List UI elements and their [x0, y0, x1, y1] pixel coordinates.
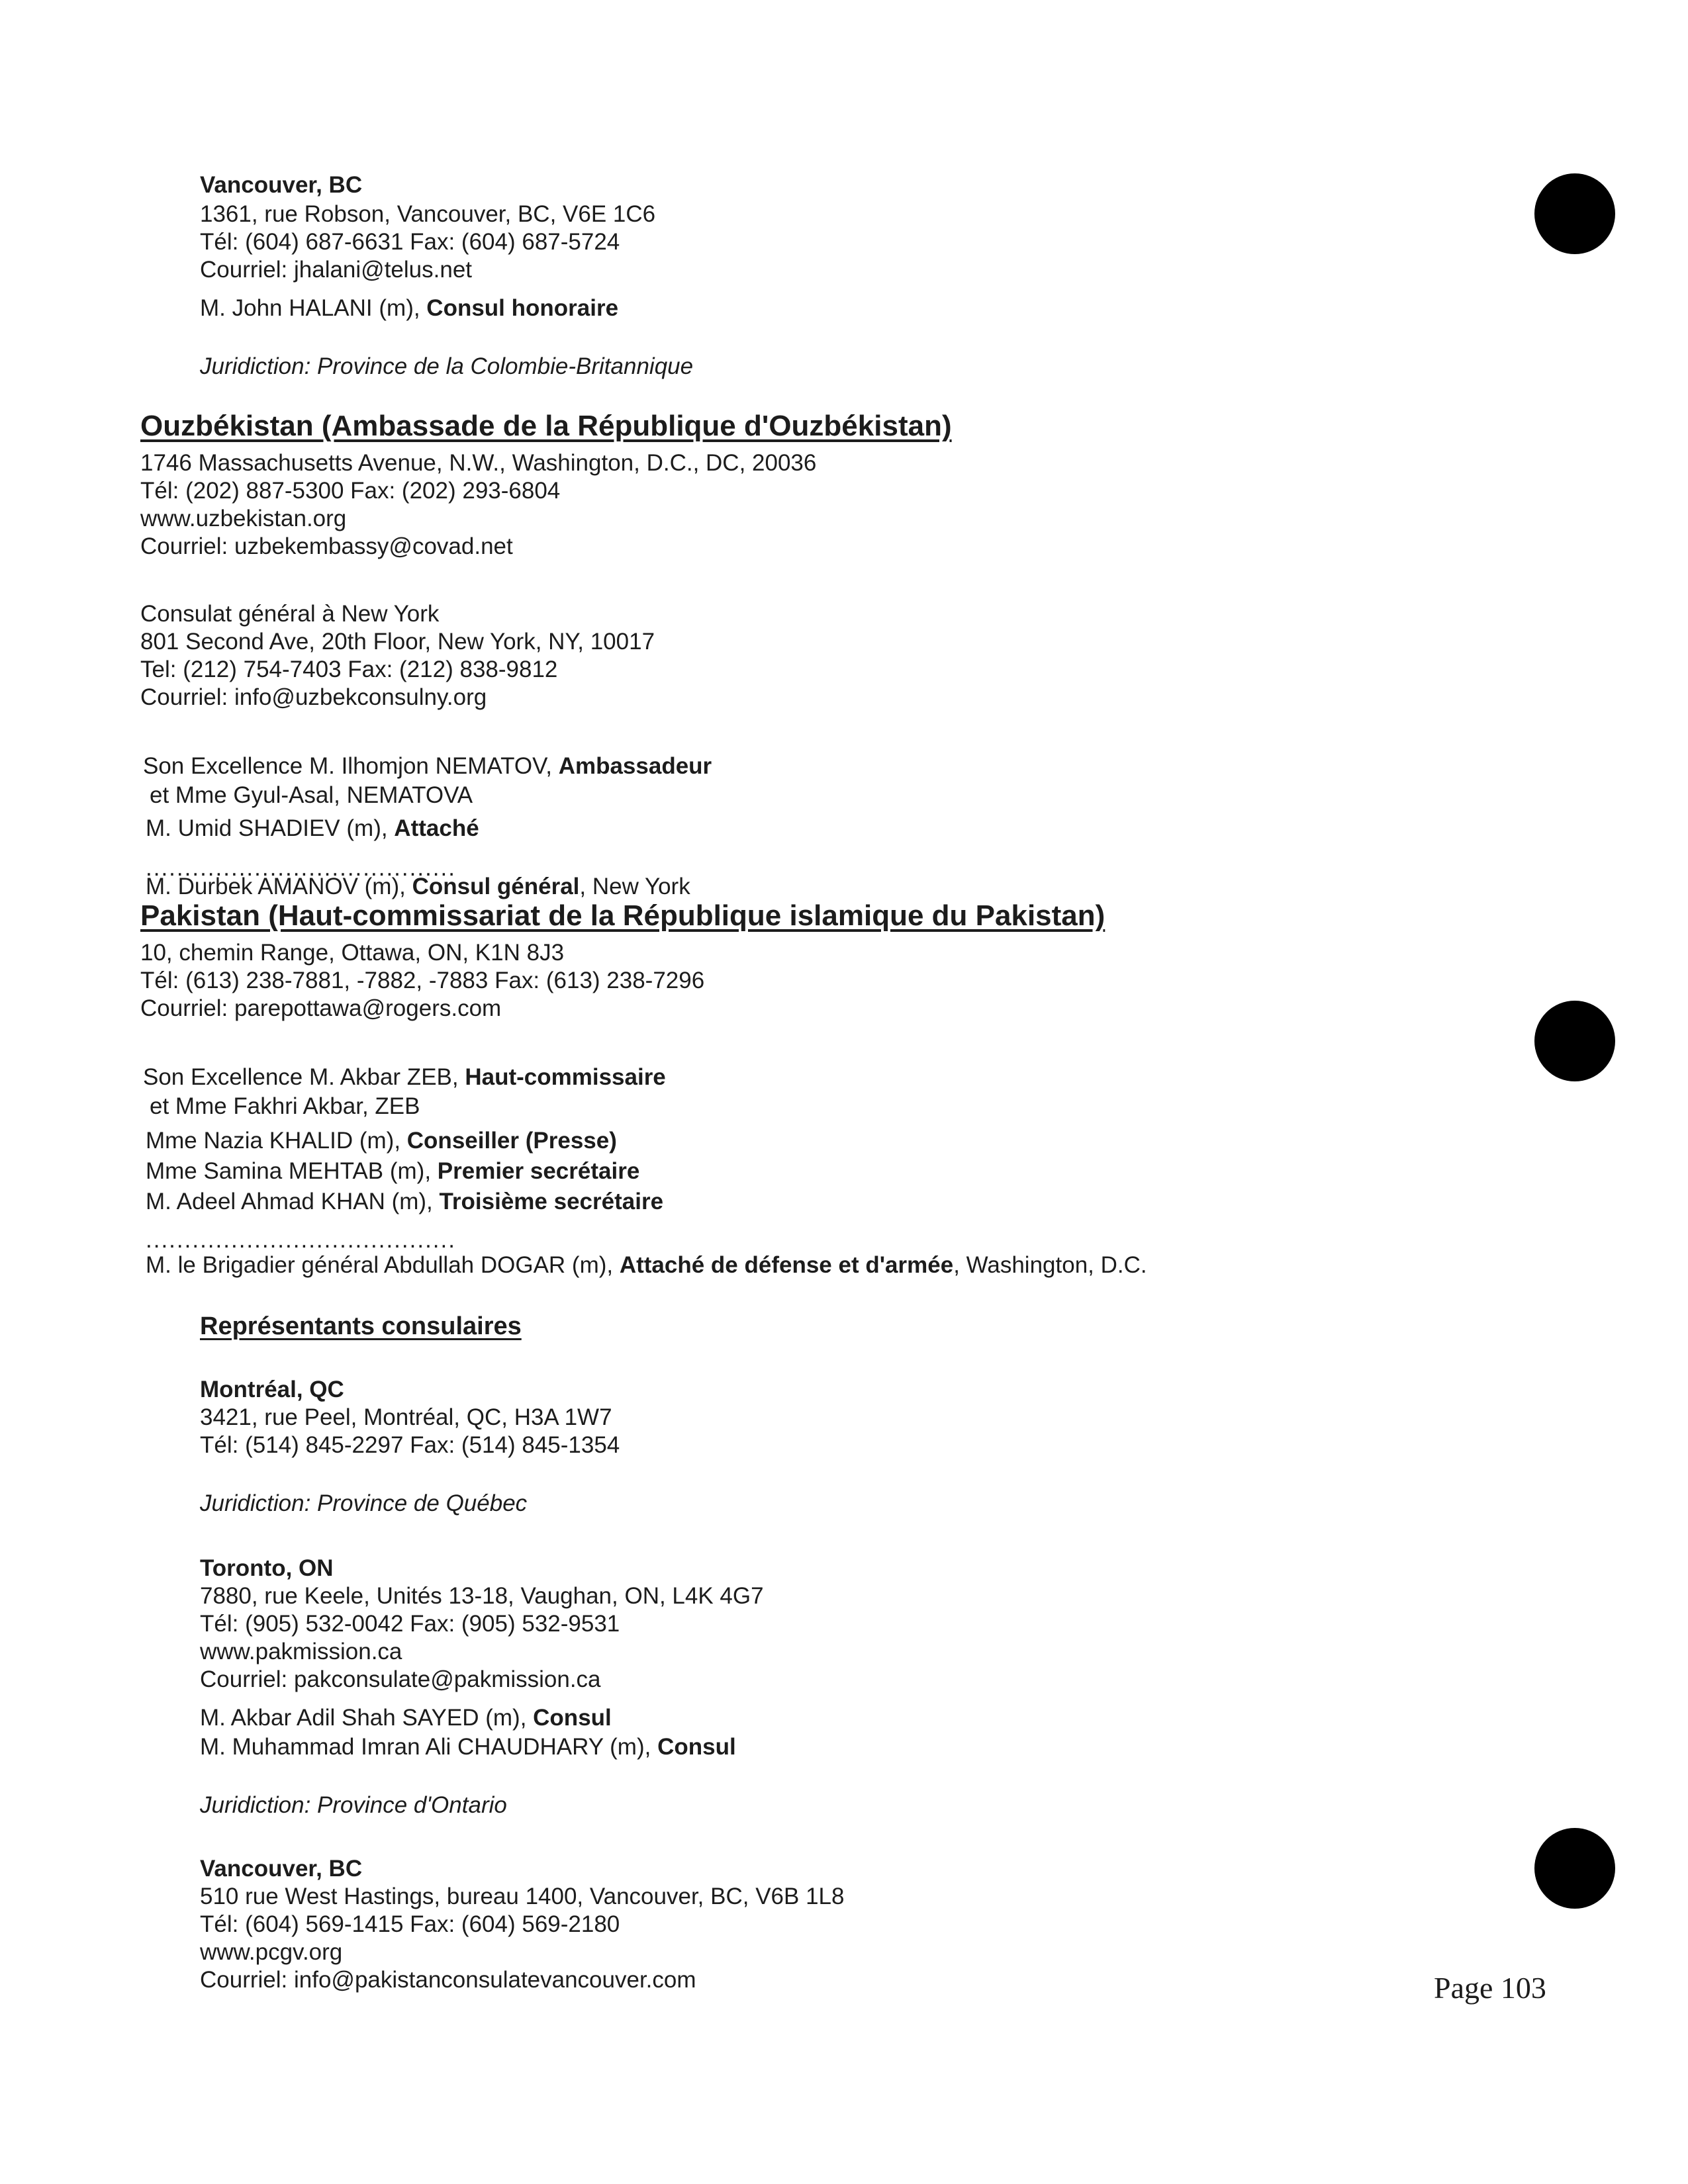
- person-name: Son Excellence M. Ilhomjon NEMATOV,: [143, 753, 559, 779]
- section-heading: Ouzbékistan (Ambassade de la République d'Ouzbékistan): [140, 410, 952, 442]
- jurisdiction: Juridiction: Province de la Colombie-Britannique: [200, 353, 694, 379]
- toronto-website: www.pakmission.ca: [200, 1639, 402, 1664]
- staff-entry: [200, 1733, 736, 1762]
- staff-entry-ambassador: [143, 752, 712, 781]
- phone-fax: Tél: (202) 887-5300 Fax: (202) 293-6804: [140, 478, 561, 504]
- toronto-phone-fax: Tél: (905) 532-0042 Fax: (905) 532-9531: [200, 1611, 620, 1637]
- consulate-name: Consulat général à New York: [140, 601, 440, 627]
- person-title: Troisième secrétaire: [439, 1189, 664, 1214]
- toronto-address: 7880, rue Keele, Unités 13-18, Vaughan, ON, L4K 4G7: [200, 1583, 764, 1609]
- address: 1746 Massachusetts Avenue, N.W., Washington, D.C., DC, 20036: [140, 450, 817, 476]
- person-name: Mme Nazia KHALID (m),: [146, 1128, 407, 1154]
- staff-entry-defence-attache: [146, 1251, 1147, 1280]
- punch-hole-top: [1534, 173, 1615, 254]
- person-title: Attaché de défense et d'armée: [619, 1252, 954, 1278]
- staff-entry: [200, 294, 618, 323]
- staff-spouse: et Mme Fakhri Akbar, ZEB: [150, 1093, 420, 1119]
- staff-entry-attache: [146, 814, 479, 843]
- staff-entry-consul: [146, 872, 690, 901]
- address: 10, chemin Range, Ottawa, ON, K1N 8J3: [140, 940, 565, 966]
- person-title: Conseiller (Presse): [406, 1128, 617, 1154]
- email: Courriel: uzbekembassy@covad.net: [140, 533, 513, 559]
- person-name: M. Adeel Ahmad KHAN (m),: [146, 1189, 440, 1214]
- person-name: M. John HALANI (m),: [200, 295, 427, 321]
- person-location: , New York: [579, 874, 690, 899]
- vancouver-website: www.pcgv.org: [200, 1939, 343, 1965]
- city-heading-toronto: Toronto, ON: [200, 1555, 334, 1581]
- consulate-email: Courriel: info@uzbekconsulny.org: [140, 684, 487, 710]
- person-name: Mme Samina MEHTAB (m),: [146, 1158, 438, 1184]
- separator-dots: ........................................: [146, 1227, 456, 1253]
- toronto-email: Courriel: pakconsulate@pakmission.ca: [200, 1666, 601, 1692]
- montreal-jurisdiction: Juridiction: Province de Québec: [200, 1490, 528, 1516]
- page-number: Page 103: [1434, 1971, 1546, 2005]
- consulate-phone-fax: Tel: (212) 754-7403 Fax: (212) 838-9812: [140, 657, 558, 682]
- montreal-phone-fax: Tél: (514) 845-2297 Fax: (514) 845-1354: [200, 1432, 620, 1458]
- punch-hole-middle: [1534, 1001, 1615, 1081]
- section-heading: Pakistan (Haut-commissariat de la République islamique du Pakistan): [140, 899, 1105, 932]
- staff-entry: [200, 1704, 612, 1733]
- vancouver-address: 510 rue West Hastings, bureau 1400, Vancouver, BC, V6B 1L8: [200, 1884, 845, 1909]
- person-name: M. Durbek AMANOV (m),: [146, 874, 412, 899]
- staff-entry: [146, 1187, 663, 1216]
- person-title: Haut-commissaire: [465, 1064, 666, 1090]
- phone-fax: Tél: (604) 687-6631 Fax: (604) 687-5724: [200, 229, 620, 255]
- consular-heading: Représentants consulaires: [200, 1312, 522, 1340]
- website: www.uzbekistan.org: [140, 506, 347, 531]
- person-name: M. Akbar Adil Shah SAYED (m),: [200, 1705, 534, 1731]
- person-title: Attaché: [394, 815, 479, 841]
- consulate-address: 801 Second Ave, 20th Floor, New York, NY, 10017: [140, 629, 655, 655]
- punch-hole-bottom: [1534, 1828, 1615, 1909]
- person-title: Consul: [533, 1705, 612, 1731]
- person-title: Ambassadeur: [558, 753, 712, 779]
- address: 1361, rue Robson, Vancouver, BC, V6E 1C6: [200, 201, 656, 227]
- staff-entry: [146, 1157, 639, 1186]
- city-heading-montreal: Montréal, QC: [200, 1377, 344, 1402]
- staff-entry: [146, 1126, 617, 1156]
- staff-entry-high-commissioner: [143, 1063, 666, 1092]
- person-title: Premier secrétaire: [437, 1158, 640, 1184]
- person-name: M. le Brigadier général Abdullah DOGAR (m),: [146, 1252, 620, 1278]
- vancouver-phone-fax: Tél: (604) 569-1415 Fax: (604) 569-2180: [200, 1911, 620, 1937]
- vancouver-email: Courriel: info@pakistanconsulatevancouver.com: [200, 1967, 696, 1993]
- person-location: , Washington, D.C.: [953, 1252, 1147, 1278]
- montreal-address: 3421, rue Peel, Montréal, QC, H3A 1W7: [200, 1404, 612, 1430]
- city-heading: Vancouver, BC: [200, 172, 363, 198]
- person-name: Son Excellence M. Akbar ZEB,: [143, 1064, 465, 1090]
- person-name: M. Umid SHADIEV (m),: [146, 815, 395, 841]
- toronto-jurisdiction: Juridiction: Province d'Ontario: [200, 1792, 507, 1818]
- separator-dots: ........................................: [146, 855, 456, 881]
- person-name: M. Muhammad Imran Ali CHAUDHARY (m),: [200, 1734, 658, 1760]
- city-heading-vancouver: Vancouver, BC: [200, 1856, 363, 1882]
- staff-spouse: et Mme Gyul-Asal, NEMATOVA: [150, 782, 473, 808]
- email: Courriel: jhalani@telus.net: [200, 257, 473, 283]
- person-title: Consul: [657, 1734, 736, 1760]
- person-title: Consul honoraire: [426, 295, 619, 321]
- email: Courriel: parepottawa@rogers.com: [140, 995, 502, 1021]
- phone-fax: Tél: (613) 238-7881, -7882, -7883 Fax: (613) 238-7296: [140, 968, 705, 993]
- person-title: Consul général: [412, 874, 580, 899]
